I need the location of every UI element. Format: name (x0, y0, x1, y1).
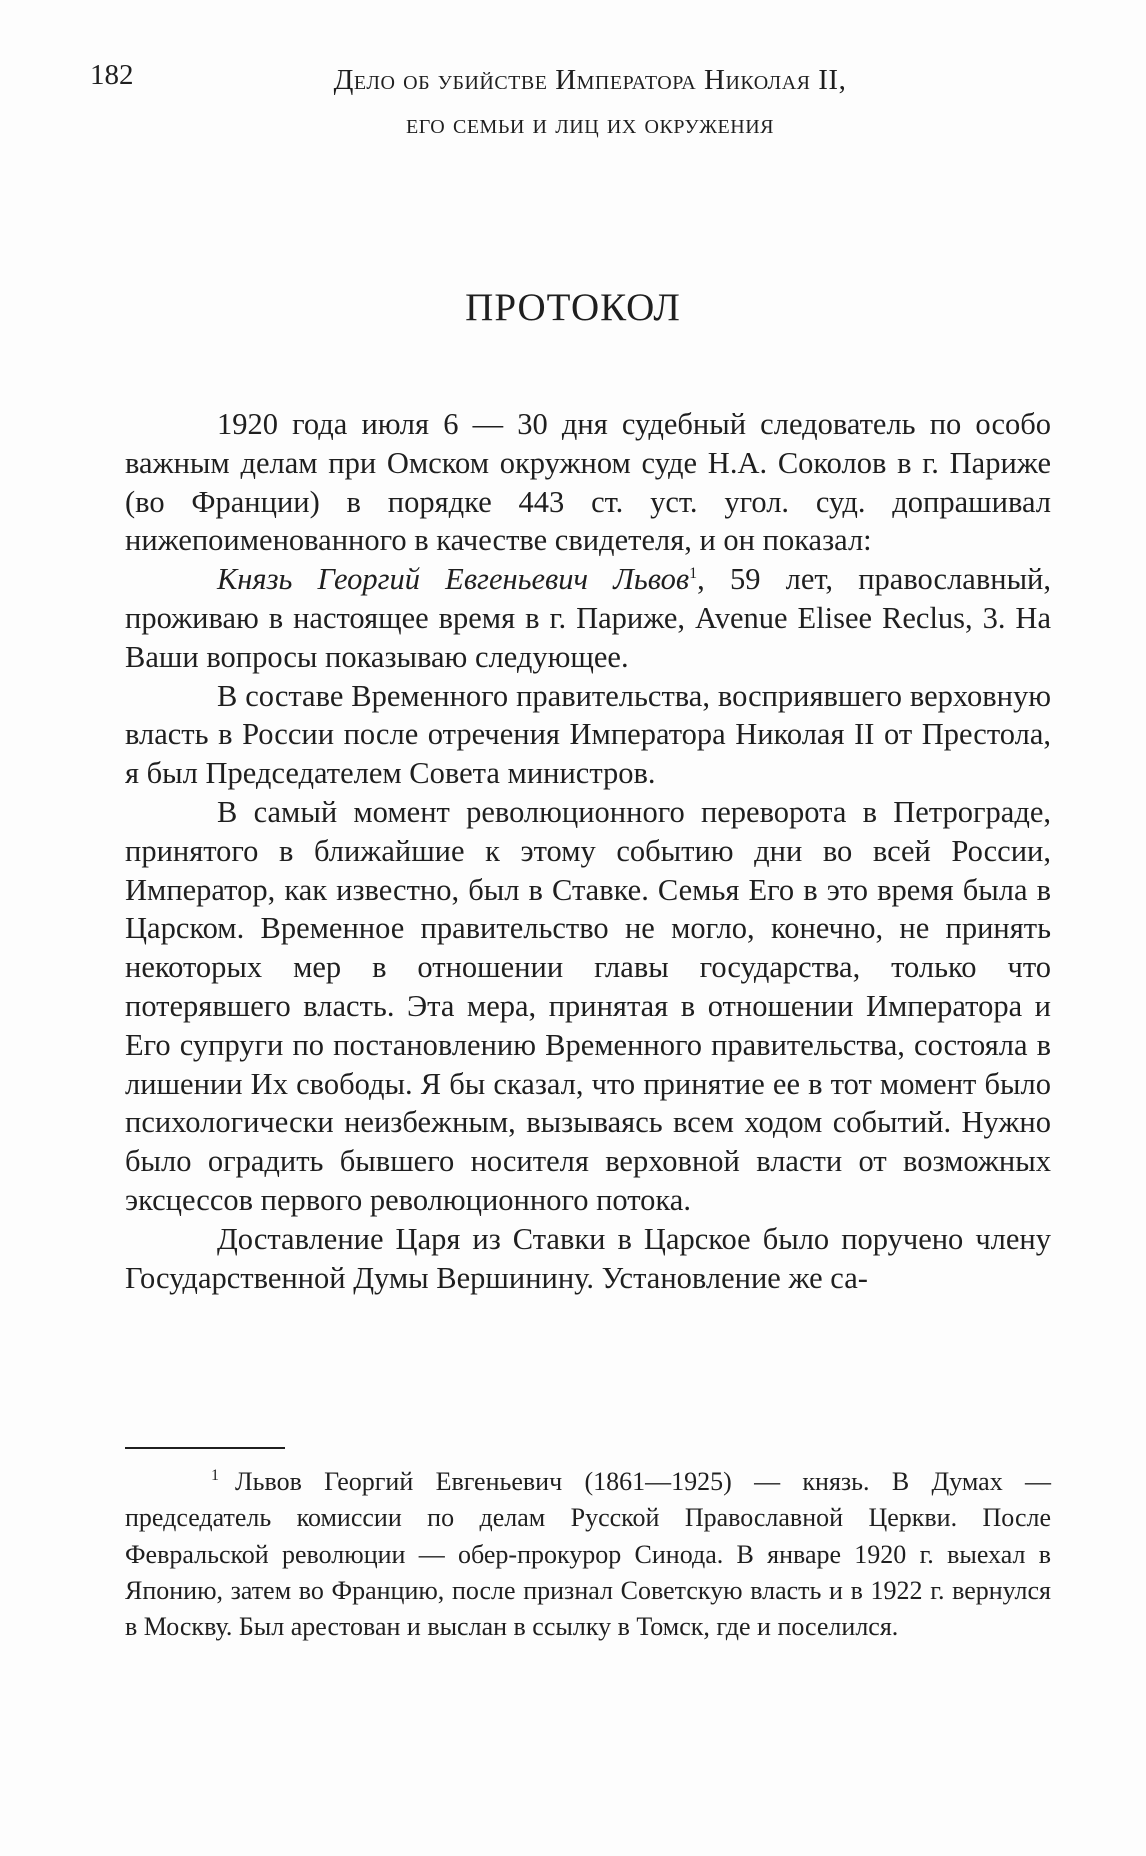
running-head (250, 58, 930, 146)
body-paragraph-2: В составе Временного правительства, восприявшего верховную власть в России после отречения Императора Николая II от Престола, я был Председателем Совета министров. (125, 678, 1051, 791)
footnote-number: 1 (211, 1467, 219, 1485)
protocol-body (125, 405, 1051, 1297)
body-paragraph-4: Доставление Царя из Ставки в Царское было поручено члену Государственной Думы Вершинину. Установление же са- (125, 1221, 1051, 1295)
footnote-reference: 1 (689, 565, 698, 583)
running-head-line-2: его семьи и лиц их окружения (406, 108, 774, 140)
body-paragraph-3: В самый момент революционного переворота в Петрограде, принятого в ближайшие к этому событию дни во всей России, Император, как известно, был в Ставке. Семья Его в это время была в Царском. Временное правительство не могло, конечно, не принять некоторых мер в отношении главы государства, только что потерявшего власть. Эта мера, принятая в отношении Императора и Его супруги по постановлению Временного правительства, состояла в лишении Их свободы. Я бы сказал, что принятие ее в тот момент было психологически неизбежным, вызываясь всем ходом событий. Нужно было оградить бывшего носителя верховной власти от возможных эксцессов первого революционного потока. (125, 794, 1051, 1217)
witness-details: , 59 лет, православный, проживаю в настоящее время в г. Париже, Avenue Elisee Reclus, 3. На Ваши вопросы показываю следующее. (125, 562, 1052, 674)
footnote-divider (125, 1447, 285, 1449)
intro-paragraph: 1920 года июля 6 — 30 дня судебный следователь по особо важным делам при Омском окружном суде Н.А. Соколов в г. Париже (во Франции) в порядке 443 ст. уст. угол. суд. допрашивал нижепоименованного в качестве свидетеля, и он показал: (125, 407, 1051, 558)
running-head-line-1: Дело об убийстве Императора Николая II, (333, 64, 847, 96)
witness-paragraph (125, 560, 1051, 676)
page-number: 182 (90, 59, 134, 91)
footnote-paragraph (125, 1464, 1051, 1645)
footnote-text: Львов Георгий Евгеньевич (1861—1925) — князь. В Думах — председатель комиссии по делам Русской Православной Церкви. После Февральской революции — обер-прокурор Синода. В январе 1920 г. выехал в Японию, затем во Францию, после признал Советскую власть и в 1922 г. вернулся в Москву. Был арестован и выслан в ссылку в Томск, где и поселился. (125, 1467, 1051, 1642)
footnote (125, 1464, 1051, 1645)
witness-name: Князь Георгий Евгеньевич Львов (217, 562, 690, 597)
document-title: ПРОТОКОЛ (465, 286, 681, 329)
